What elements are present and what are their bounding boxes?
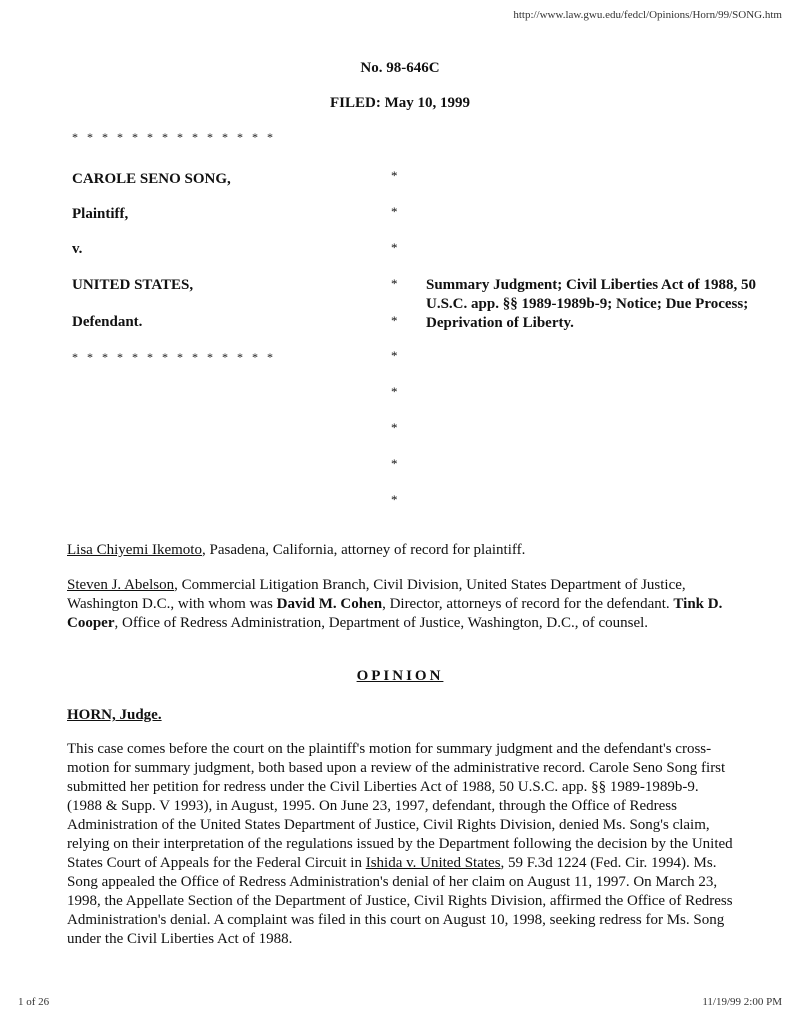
caption-star: * (391, 240, 398, 255)
case-citation-link[interactable]: Ishida v. United States (365, 855, 501, 871)
case-topics: Summary Judgment; Civil Liberties Act of 1988, 50 U.S.C. app. §§ 1989-1989b-9; Notice; Due Process; Deprivation of Liberty. (426, 277, 756, 331)
caption-star: * (391, 313, 398, 328)
plaintiff-name: CAROLE SENO SONG, (72, 171, 231, 187)
opinion-body (67, 740, 737, 949)
caption-star: * (391, 492, 398, 507)
counsel-text: , Director, attorneys of record for the defendant. (382, 596, 674, 612)
caption-star: * (391, 348, 398, 363)
source-url: http://www.law.gwu.edu/fedcl/Opinions/Horn/99/SONG.htm (513, 9, 782, 21)
print-timestamp: 11/19/99 2:00 PM (702, 996, 782, 1008)
filed-date: FILED: May 10, 1999 (330, 95, 470, 111)
opinion-text: , 59 F.3d 1224 (Fed. Cir. 1994). Ms. Song appealed the Office of Redress Administration's denial of her claim on August 11, 1997. On March 23, 1998, the Appellate Section of the Department of Justice, Civil Rights Division, affirmed the Office of Redress Administration's denial. A complaint was filed in this court on August 10, 1998, seeking redress for Ms. Song under the Civil Liberties Act of 1988. (67, 855, 733, 947)
counsel-text: , Commercial Litigation Branch, Civil Division, United States Department of Justice, Washington D.C., with whom was (67, 577, 686, 612)
counsel-plaintiff-text: , Pasadena, California, attorney of record for plaintiff. (201, 542, 526, 558)
counsel-plaintiff (67, 541, 737, 560)
caption-star: * (391, 456, 398, 471)
judge-name: HORN, Judge. (67, 707, 162, 723)
caption-stars-top: * * * * * * * * * * * * * * (72, 130, 276, 144)
opinion-text: This case comes before the court on the plaintiff's motion for summary judgment and the defendant's cross-motion for summary judgment, both based upon a review of the administrative record. Carole Seno Song first submitted her petition for redress under the Civil Liberties Act of 1988, 50 U.S.C. app. §§ 1989-1989b-9. (1988 & Supp. V 1993), in August, 1995. On June 23, 1997, defendant, through the Office of Redress Administration of the United States Department of Justice, Civil Rights Division, denied Ms. Song's claim, relying on their interpretation of the regulations issued by the Department following the decision by the United States Court of Appeals for the Federal Circuit in (67, 741, 733, 871)
page-counter: 1 of 26 (18, 996, 50, 1008)
docket-number: No. 98-646C (360, 60, 440, 76)
caption-star: * (391, 276, 398, 291)
defendant-name: UNITED STATES, (72, 277, 194, 293)
caption-star: * (391, 204, 398, 219)
attorney-name: Tink D. Cooper (67, 596, 723, 631)
versus: v. (72, 241, 83, 257)
attorney-name-link[interactable]: Steven J. Abelson (67, 577, 175, 593)
attorney-name: David M. Cohen (276, 596, 383, 612)
counsel-defendant (67, 576, 737, 633)
defendant-role: Defendant. (72, 314, 143, 330)
caption-stars-bottom: * * * * * * * * * * * * * * (72, 350, 276, 364)
plaintiff-role: Plaintiff, (72, 206, 129, 222)
counsel-text: , Office of Redress Administration, Department of Justice, Washington, D.C., of counsel. (114, 615, 649, 631)
opinion-heading: OPINION (356, 668, 444, 684)
caption-star: * (391, 384, 398, 399)
caption-star: * (391, 420, 398, 435)
attorney-name-link[interactable]: Lisa Chiyemi Ikemoto (67, 542, 202, 558)
caption-star: * (391, 168, 398, 183)
